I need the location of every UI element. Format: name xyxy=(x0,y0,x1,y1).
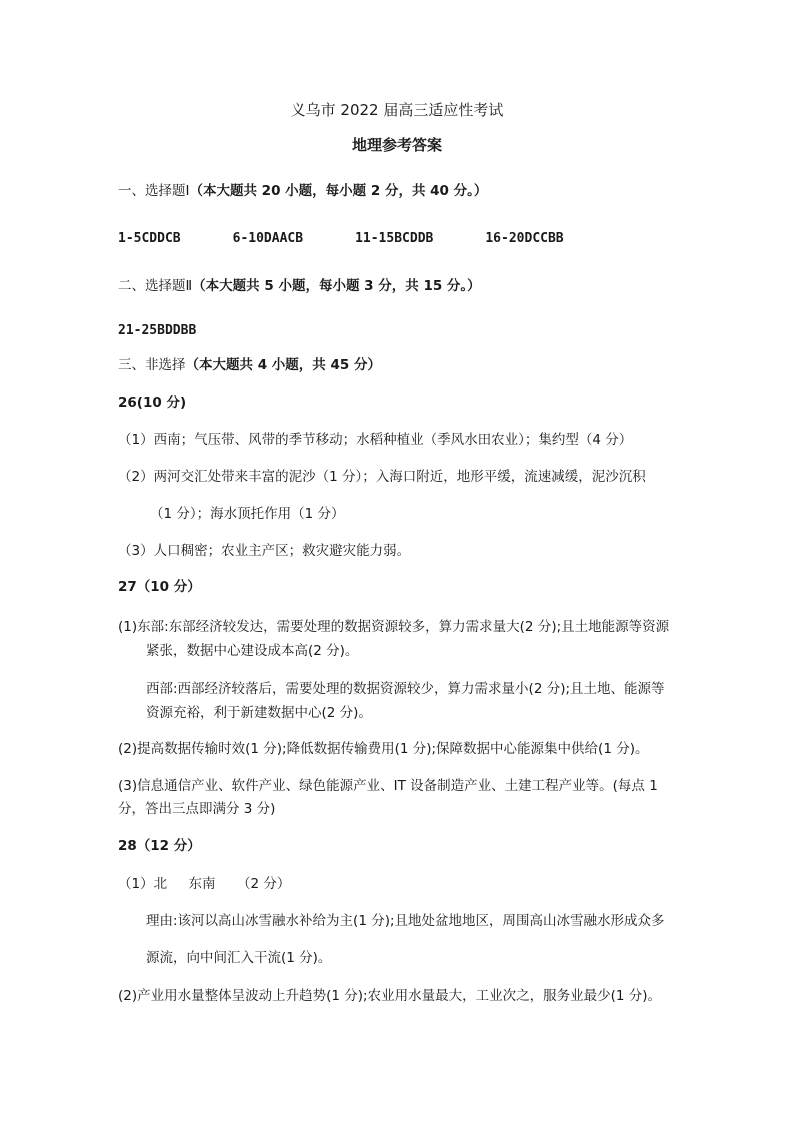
q26-part2: （2）两河交汇处带来丰富的泥沙（1 分）；入海口附近，地形平缓，流速减缓，泥沙沉积 xyxy=(118,469,646,485)
q26-part2-cont: （1 分）；海水顶托作用（1 分） xyxy=(150,506,345,522)
q28-part1-reason-cont: 源流，向中间汇入干流(1 分)。 xyxy=(146,950,332,966)
answer-group: 11-15BCDDB xyxy=(355,231,434,246)
section2-title: 二、选择题Ⅱ xyxy=(118,278,193,294)
q28-header: 28（12 分） xyxy=(118,838,201,854)
section3-title: 三、非选择 xyxy=(118,357,186,373)
section1-note: （本大题共 20 小题，每小题 2 分，共 40 分。） xyxy=(189,183,488,199)
q26-part3: （3）人口稠密；农业主产区；救灾避灾能力弱。 xyxy=(118,543,411,559)
document-title: 义乌市 2022 届高三适应性考试 xyxy=(290,101,504,119)
q27-part3: (3)信息通信产业、软件产业、绿色能源产业、IT 设备制造产业、土建工程产业等。(每点 1 xyxy=(118,778,658,794)
q27-part1-west: 西部:西部经济较落后，需要处理的数据资源较少，算力需求量小(2 分);且土地、能源等 xyxy=(146,681,665,697)
section1-title: 一、选择题Ⅰ xyxy=(118,183,190,199)
q27-part3-cont: 分，答出三点即满分 3 分) xyxy=(118,801,276,817)
section1-heading xyxy=(118,181,487,201)
answer-group: 6-10DAACB xyxy=(232,231,304,246)
q27-part2: (2)提高数据传输时效(1 分);降低数据传输费用(1 分);保障数据中心能源集中供给(1 分)。 xyxy=(118,741,649,757)
section2-heading xyxy=(118,276,481,296)
document-subtitle: 地理参考答案 xyxy=(351,136,442,154)
section3-note: （本大题共 4 小题，共 45 分） xyxy=(185,357,381,373)
q28-part2: (2)产业用水量整体呈波动上升趋势(1 分);农业用水量最大，工业次之，服务业最少(1 分)。 xyxy=(118,988,661,1004)
answer-group: 1-5CDDCB xyxy=(118,231,181,246)
q27-part1-west-cont: 资源充裕，利于新建数据中心(2 分)。 xyxy=(146,705,372,721)
q28-part1: （1）北 东南 （2 分） xyxy=(118,876,291,892)
q27-part1: (1)东部:东部经济较发达，需要处理的数据资源较多，算力需求量大(2 分);且土地能源等资源 xyxy=(118,619,670,635)
section2-answers xyxy=(118,321,196,341)
section1-answers xyxy=(118,229,564,249)
q27-part1-cont: 紧张，数据中心建设成本高(2 分)。 xyxy=(146,643,359,659)
answer-group: 16-20DCCBB xyxy=(485,231,564,246)
q28-part1-reason: 理由:该河以高山冰雪融水补给为主(1 分);且地处盆地地区，周围高山冰雪融水形成众多 xyxy=(146,913,665,929)
section2-note: （本大题共 5 小题，每小题 3 分，共 15 分。） xyxy=(192,278,481,294)
q27-header: 27（10 分） xyxy=(118,579,201,595)
q26-part1: （1）西南；气压带、风带的季节移动；水稻种植业（季风水田农业）；集约型（4 分） xyxy=(118,432,633,448)
section3-heading xyxy=(118,355,381,375)
q26-header: 26(10 分) xyxy=(118,395,187,411)
answer-group: 21-25BDDBB xyxy=(118,323,197,338)
